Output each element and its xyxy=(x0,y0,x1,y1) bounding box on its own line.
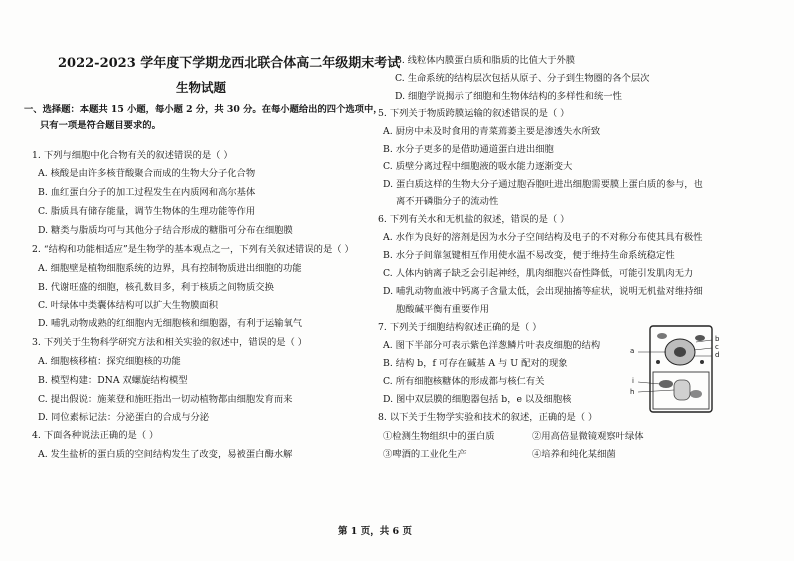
q5-option-b: B. 水分子更多的是借助通道蛋白进出细胞 xyxy=(383,144,554,155)
q1-option-c: C. 脂质具有储存能量，调节生物体的生理功能等作用 xyxy=(38,206,256,217)
q8-item-1: ①检测生物组织中的蛋白质 xyxy=(383,431,495,442)
q7-option-a: A. 图下半部分可表示紫色洋葱鳞片叶表皮细胞的结构 xyxy=(383,340,601,351)
q6-option-a: A. 水作为良好的溶剂是因为水分子空间结构及电子的不对称分布使其具有极性 xyxy=(383,232,703,243)
q5-option-a: A. 厨房中未及时食用的青菜蔫萎主要是渗透失水所致 xyxy=(383,126,601,137)
q5-option-d: D. 蛋白质这样的生物大分子通过胞吞胞吐进出细胞需要膜上蛋白质的参与，也 xyxy=(383,179,703,190)
q4-option-a: A. 发生盐析的蛋白质的空间结构发生了改变，易被蛋白酶水解 xyxy=(38,449,293,460)
q4-option-d: D. 细胞学说揭示了细胞和生物体结构的多样性和统一性 xyxy=(395,91,622,102)
q8-stem: 8. 以下关于生物学实验和技术的叙述，正确的是（ ） xyxy=(378,412,598,423)
q8-item-3: ③啤酒的工业化生产 xyxy=(383,449,467,460)
q5-option-c: C. 质壁分离过程中细胞液的吸水能力逐渐变大 xyxy=(383,161,573,172)
label-d: d xyxy=(715,351,720,359)
label-a: a xyxy=(630,347,635,355)
label-b: b xyxy=(715,335,720,343)
chloroplast-shape xyxy=(659,380,673,388)
q1-option-a: A. 核酸是由许多核苷酸聚合而成的生物大分子化合物 xyxy=(38,168,256,179)
leader-line xyxy=(694,348,712,350)
q2-option-b: B. 代谢旺盛的细胞，核孔数目多，利于核质之间物质交换 xyxy=(38,282,274,293)
q4-option-b: B. 线粒体内膜蛋白质和脂质的比值大于外膜 xyxy=(395,55,576,66)
q8-item-2: ②用高倍显微镜观察叶绿体 xyxy=(532,431,644,442)
label-c: c xyxy=(715,343,719,351)
organelle-shape xyxy=(657,333,667,339)
organelle-shape xyxy=(695,335,705,341)
q6-option-d-cont: 胞酸碱平衡有重要作用 xyxy=(396,304,489,315)
q4-stem: 4. 下面各种说法正确的是（ ） xyxy=(32,430,159,441)
section-heading: 一、选择题：本题共 15 小题，每小题 2 分，共 30 分。在每小题给出的四个选项中， xyxy=(24,104,383,115)
q6-option-b: B. 水分子间靠氢键相互作用使水温不易改变，便于维持生命系统稳定性 xyxy=(383,250,675,261)
leader-line xyxy=(638,382,660,384)
page-footer: 第 1 页，共 6 页 xyxy=(338,526,412,537)
exam-subtitle: 生物试题 xyxy=(176,80,227,95)
q1-option-b: B. 血红蛋白分子的加工过程发生在内质网和高尔基体 xyxy=(38,187,256,198)
q1-option-d: D. 糖类与脂质均可与其他分子结合形成的糖脂可分布在细胞膜 xyxy=(38,225,293,236)
nucleolus-shape xyxy=(674,347,686,357)
ribosome-shape xyxy=(700,360,704,364)
q8-item-4: ④培养和纯化某细菌 xyxy=(532,449,616,460)
ribosome-shape xyxy=(656,360,660,364)
cell-structure-diagram xyxy=(630,322,720,417)
q6-option-d: D. 哺乳动物血液中钙离子含量太低，会出现抽搐等症状，说明无机盐对维持细 xyxy=(383,286,703,297)
q5-option-d-cont: 离不开磷脂分子的流动性 xyxy=(396,196,499,207)
cell-diagram-svg xyxy=(638,322,718,417)
q2-option-a: A. 细胞壁是植物细胞系统的边界，具有控制物质进出细胞的功能 xyxy=(38,263,302,274)
vacuole-shape xyxy=(674,380,690,400)
q1-stem: 1. 下列与细胞中化合物有关的叙述错误的是（ ） xyxy=(32,150,233,161)
q3-option-c: C. 提出假说：施莱登和施旺指出一切动植物都由细胞发育而来 xyxy=(38,394,293,405)
q7-option-c: C. 所有细胞核糖体的形成都与核仁有关 xyxy=(383,376,545,387)
q6-option-c: C. 人体内钠离子缺乏会引起神经，肌肉细胞兴奋性降低，可能引发肌肉无力 xyxy=(383,268,694,279)
q7-option-b: B. 结构 b，f 可存在碱基 A 与 U 配对的现象 xyxy=(383,358,568,369)
q7-option-d: D. 图中双层膜的细胞器包括 b，e 以及细胞核 xyxy=(383,394,572,405)
q5-stem: 5. 下列关于物质跨膜运输的叙述错误的是（ ） xyxy=(378,108,570,119)
q2-option-c: C. 叶绿体中类囊体结构可以扩大生物膜面积 xyxy=(38,300,219,311)
q7-stem: 7. 下列关于细胞结构叙述正确的是（ ） xyxy=(378,322,542,333)
label-h: h xyxy=(630,388,635,396)
q2-option-d: D. 哺乳动物成熟的红细胞内无细胞核和细胞器，有利于运输氧气 xyxy=(38,318,303,329)
q3-stem: 3. 下列关于生物科学研究方法和相关实验的叙述中，错误的是（ ） xyxy=(32,337,308,348)
exam-title: 2022-2023 学年度下学期龙西北联合体高二年级期末考试 xyxy=(58,56,401,71)
q2-stem: 2. “结构和功能相适应”是生物学的基本观点之一，下列有关叙述错误的是（ ） xyxy=(32,244,354,255)
leader-line xyxy=(638,390,674,392)
q3-option-b: B. 模型构建：DNA 双螺旋结构模型 xyxy=(38,375,188,386)
q3-option-a: A. 细胞核移植：探究细胞核的功能 xyxy=(38,356,181,367)
q6-stem: 6. 下列有关水和无机盐的叙述，错误的是（ ） xyxy=(378,214,570,225)
section-heading-cont: 只有一项是符合题目要求的。 xyxy=(40,120,161,131)
mitochondrion-shape xyxy=(690,390,702,398)
q3-option-d: D. 同位素标记法：分泌蛋白的合成与分泌 xyxy=(38,412,210,423)
q4-option-c: C. 生命系统的结构层次包括从原子、分子到生物圈的各个层次 xyxy=(395,73,650,84)
label-i: i xyxy=(632,377,634,385)
